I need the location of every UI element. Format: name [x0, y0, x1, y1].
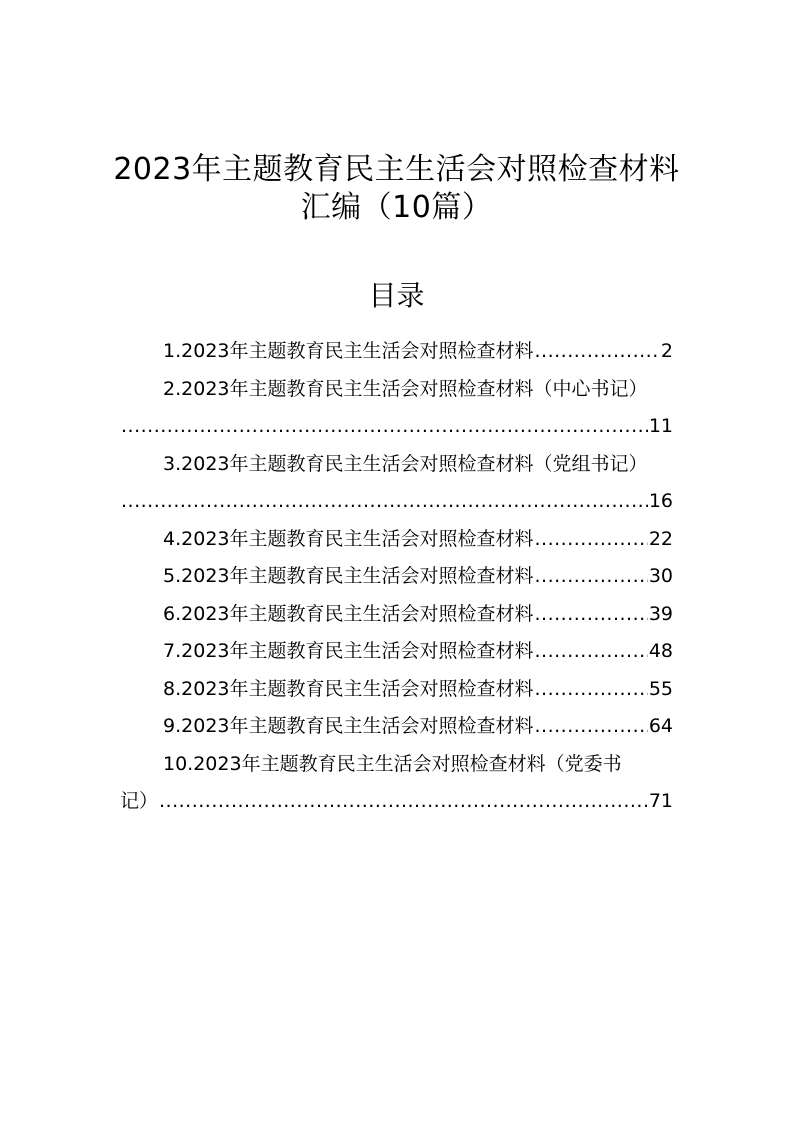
toc-leader-dots — [535, 708, 648, 746]
document-title-line-1: 2023年主题教育民主生活会对照检查材料 — [113, 152, 680, 187]
toc-leader-dots — [535, 558, 648, 596]
toc-entry-page: 2 — [660, 340, 673, 362]
toc-entry-number: 8. — [163, 677, 182, 700]
toc-entry-6[interactable] — [120, 596, 673, 634]
toc-entry-title: 2023年主题教育民主生活会对照检查材料（党组书记） — [181, 452, 648, 475]
toc-entry-number: 9. — [163, 715, 182, 737]
toc-entry-page: 55 — [648, 677, 673, 700]
toc-entry-number: 4. — [163, 527, 182, 550]
toc-entry-title: 2023年主题教育民主生活会对照检查材料 — [181, 527, 534, 550]
toc-entry-title: 2023年主题教育民主生活会对照检查材料 — [181, 640, 534, 662]
toc-entry-number: 3. — [163, 452, 182, 475]
toc-entry-title: 2023年主题教育民主生活会对照检查材料 — [181, 715, 534, 737]
toc-entry-title: 2023年主题教育民主生活会对照检查材料（中心书记） — [181, 377, 648, 400]
toc-leader-dots — [535, 333, 660, 371]
toc-entry-10[interactable] — [120, 746, 673, 821]
toc-leader-dots — [535, 671, 648, 709]
document-title-line-2: 汇编（10篇） — [300, 190, 493, 225]
toc-entry-number: 7. — [163, 640, 182, 662]
toc-entry-number: 6. — [163, 602, 182, 625]
toc-leader-dots — [121, 483, 648, 521]
table-of-contents — [120, 333, 673, 821]
toc-entry-4[interactable] — [120, 521, 673, 559]
toc-entry-number: 5. — [163, 565, 182, 587]
toc-leader-dots — [535, 521, 648, 559]
toc-entry-5[interactable] — [120, 558, 673, 596]
toc-entry-title: 2023年主题教育民主生活会对照检查材料 — [181, 340, 534, 362]
toc-entry-page: 16 — [648, 490, 673, 512]
toc-entry-title: 2023年主题教育民主生活会对照检查材料 — [181, 677, 534, 700]
toc-entry-3[interactable] — [120, 446, 673, 521]
toc-entry-number: 2. — [163, 377, 182, 400]
toc-entry-number: 10. — [163, 752, 194, 775]
toc-entry-page: 48 — [648, 640, 673, 662]
toc-entry-page: 64 — [648, 715, 673, 737]
toc-entry-1[interactable] — [120, 333, 673, 371]
toc-entry-page: 71 — [648, 790, 673, 812]
toc-entry-page: 39 — [648, 602, 673, 625]
toc-entry-9[interactable] — [120, 708, 673, 746]
toc-heading: 目录 — [368, 279, 425, 312]
toc-entry-title-continued: 记） — [120, 790, 159, 812]
toc-entry-page: 11 — [648, 415, 673, 437]
toc-entry-page: 22 — [648, 527, 673, 550]
toc-entry-title: 2023年主题教育民主生活会对照检查材料 — [181, 565, 534, 587]
toc-entry-2[interactable] — [120, 371, 673, 446]
toc-leader-dots — [535, 596, 648, 634]
toc-entry-number: 1. — [163, 340, 182, 362]
toc-entry-title: 2023年主题教育民主生活会对照检查材料 — [181, 602, 534, 625]
toc-entry-page: 30 — [648, 565, 673, 587]
toc-leader-dots — [159, 783, 648, 821]
toc-entry-title: 2023年主题教育民主生活会对照检查材料（党委书 — [193, 752, 622, 775]
toc-leader-dots — [535, 633, 648, 671]
toc-leader-dots — [121, 408, 648, 446]
toc-entry-7[interactable] — [120, 633, 673, 671]
toc-entry-8[interactable] — [120, 671, 673, 709]
